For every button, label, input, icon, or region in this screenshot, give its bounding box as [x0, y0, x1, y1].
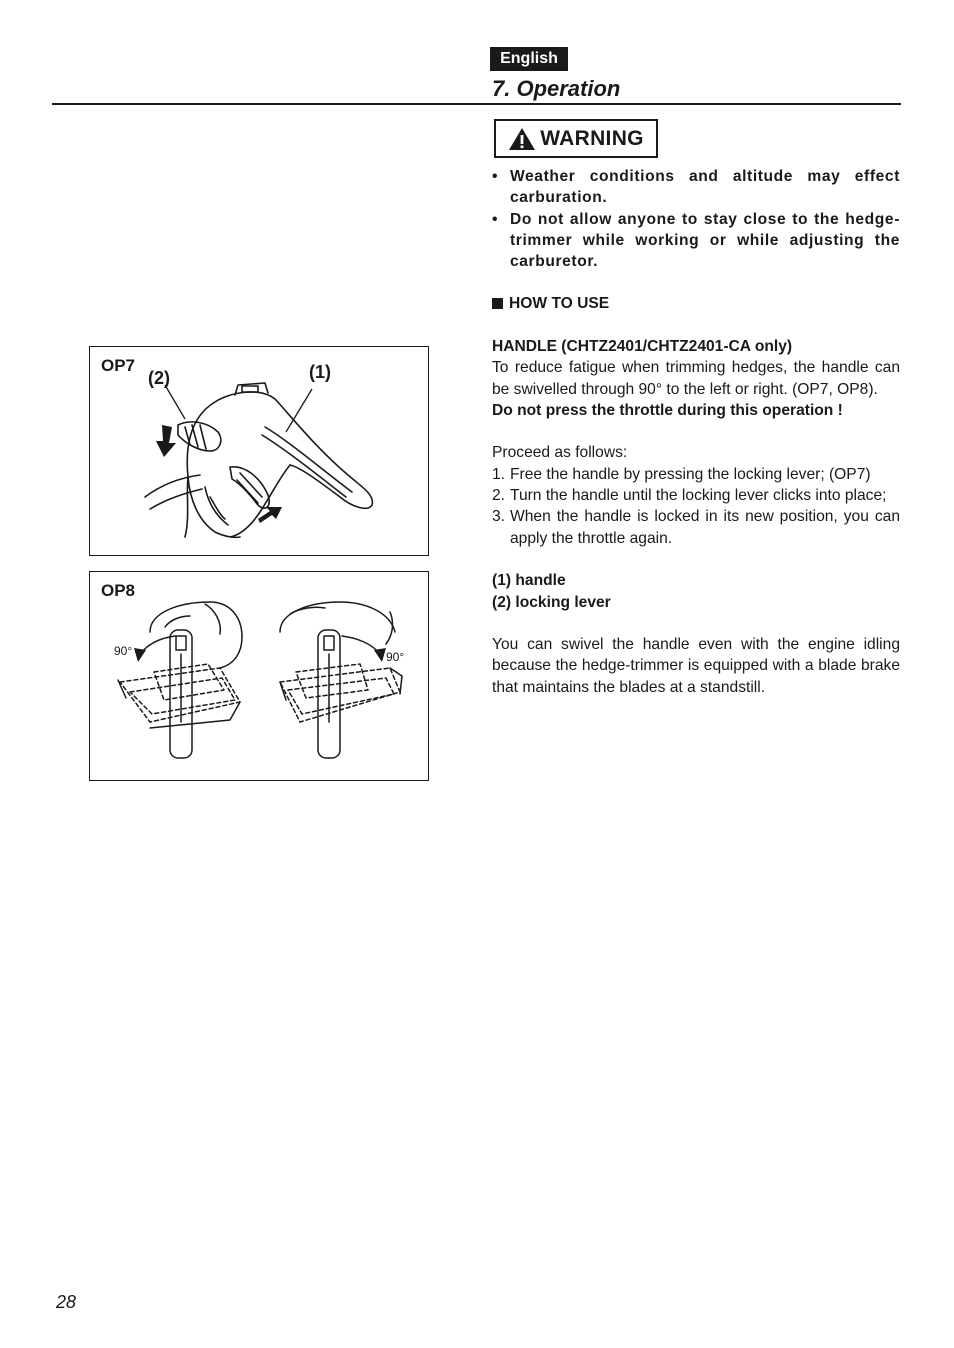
warning-item-text: Do not allow anyone to stay close to the hedge-trimmer while working or while adjusting the carburetor. — [510, 210, 900, 271]
warning-box — [494, 119, 658, 158]
callout-locking-lever: (2) — [148, 368, 170, 388]
handle-heading: HANDLE (CHTZ2401/CHTZ2401-CA only) — [492, 338, 793, 355]
legend-item — [492, 570, 900, 591]
handle-illustration-op7 — [90, 347, 430, 557]
square-bullet-icon — [492, 298, 503, 309]
handle-intro: To reduce fatigue when trimming hedges, the handle can be swivelled through 90° to the left or right. (OP7, OP8). — [492, 359, 900, 398]
step-text: When the handle is locked in its new position, you can apply the throttle again. — [510, 508, 900, 547]
handle-instructions — [492, 336, 900, 698]
callout-handle: (1) — [309, 362, 331, 382]
legend-text: locking lever — [515, 593, 611, 611]
step-text: Turn the handle until the locking lever clicks into place; — [510, 487, 887, 505]
warning-label: WARNING — [540, 126, 644, 150]
step-number: 2. — [492, 487, 506, 505]
figure-op7 — [89, 346, 429, 556]
figure-label: OP7 — [101, 356, 136, 375]
figure-op8 — [89, 571, 429, 781]
angle-label-right: 90° — [386, 650, 405, 664]
legend-number: (1) — [492, 572, 512, 590]
step-item — [492, 485, 900, 506]
angle-label-left: 90° — [114, 644, 133, 658]
blade-brake-note: You can swivel the handle even with the engine idling because the hedge-trimmer is equipped with a blade brake that maintains the blades at a standstill. — [492, 636, 900, 696]
swivel-illustration-op8 — [90, 572, 430, 782]
page-number: 28 — [56, 1292, 77, 1312]
warning-list — [492, 166, 900, 272]
header-divider — [52, 103, 901, 105]
throttle-caution: Do not press the throttle during this operation ! — [492, 401, 843, 419]
step-item — [492, 506, 900, 549]
warning-item — [492, 209, 900, 273]
bullet: • — [492, 210, 498, 228]
step-number: 1. — [492, 465, 506, 483]
warning-triangle-icon — [508, 127, 536, 151]
warning-item — [492, 166, 900, 209]
figure-label: OP8 — [101, 581, 136, 600]
step-text: Free the handle by pressing the locking lever; (OP7) — [510, 465, 871, 483]
section-title: 7. Operation — [492, 76, 621, 101]
step-item — [492, 464, 900, 485]
how-to-use-heading — [492, 293, 900, 314]
legend-number: (2) — [492, 593, 512, 611]
proceed-text: Proceed as follows: — [492, 444, 628, 462]
bullet: • — [492, 168, 498, 185]
legend-item — [492, 592, 900, 613]
warning-item-text: Weather conditions and altitude may effect carburation. — [510, 168, 900, 207]
step-number: 3. — [492, 508, 506, 526]
legend-text: handle — [515, 572, 566, 590]
how-to-use-heading-text: HOW TO USE — [509, 295, 610, 312]
language-badge: English — [490, 47, 568, 71]
